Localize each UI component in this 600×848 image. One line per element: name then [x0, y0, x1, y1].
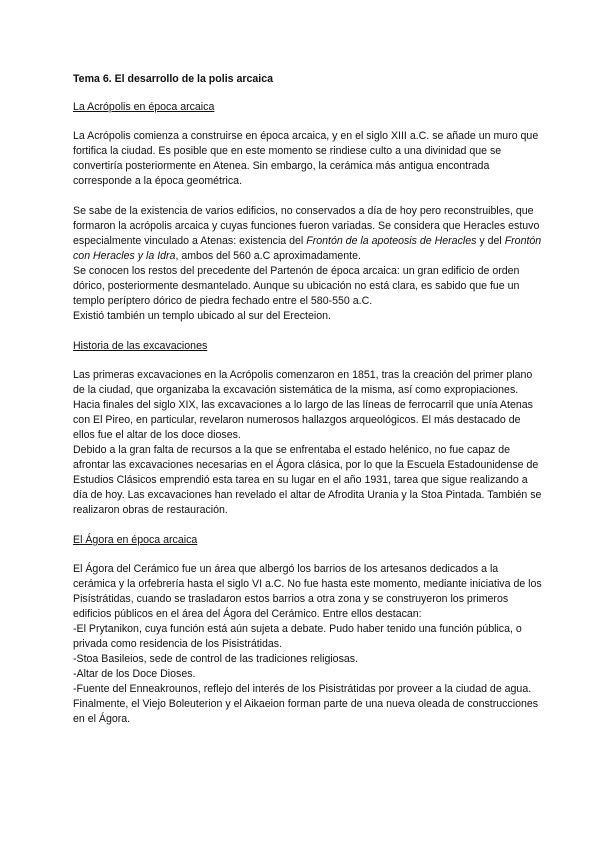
paragraph: La Acrópolis comienza a construirse en época arcaica, y en el siglo XIII a.C. se añade un muro que fortifica la ciudad. Es posible que en este momento se rindiese culto a una divinidad que se convertiría posteriormente en Atenea. Sin embargo, la cerámica más antigua encontrada corresponde a la época geométrica.	[73, 130, 539, 187]
list-item: -Fuente del Enneakrounos, reflejo del interés de los Pisistrátidas por proveer a la ciudad de agua.	[73, 683, 532, 695]
paragraph: Las primeras excavaciones en la Acrópolis comenzaron en 1851, tras la creación del primer plano de la ciudad, que organizaba la excavación sistemática de la misma, así como expropiaciones. Hacia finales del siglo XIX, las excavaciones a lo largo de las líneas de ferrocarril que unía Atenas con El Pireo, en particular, revelaron numerosos hallazgos arqueológicos. El más destacado de ellos fue el altar de los doce dioses.	[73, 369, 533, 441]
paragraph: Debido a la gran falta de recursos a la que se enfrentaba el estado helénico, no fue capaz de afrontar las excavaciones necesarias en el Ágora clásica, por lo que la Escuela Estadounidense de Estudios Clásicos emprendió esta tarea en su lugar en el año 1931, tarea que sigue realizando a día de hoy. Las excavaciones han revelado el altar de Afrodita Urania y la Stoa Pintada. También se realizaron obras de restauración.	[73, 444, 542, 516]
document-title: Tema 6. El desarrollo de la polis arcaica	[73, 73, 273, 85]
section-acropolis	[73, 100, 544, 324]
section-agora	[73, 533, 544, 727]
section-excavaciones	[73, 339, 544, 518]
paragraph: Se conocen los restos del precedente del Partenón de época arcaica: un gran edificio de orden dórico, posteriormente desmantelado. Aunque su ubicación no está clara, es sabido que fue un templo períptero dórico de piedra fechado entre el 580-550 a.C.	[73, 265, 520, 307]
italic-title: Frontón de la apoteosis de Heracles	[306, 235, 477, 247]
section-heading: El Ágora en época arcaica	[73, 534, 198, 546]
list-item: -Altar de los Doce Dioses.	[73, 668, 196, 680]
paragraph: Finalmente, el Viejo Boleuterion y el Aikaeion forman parte de una nueva oleada de construcciones en el Ágora.	[73, 698, 539, 725]
list-item: -El Prytanikon, cuya función está aún sujeta a debate. Pudo haber tenido una función pública, o privada como residencia de los Pisistrátidas.	[73, 623, 522, 650]
paragraph: Se sabe de la existencia de varios edificios, no conservados a día de hoy pero reconstruibles, que formaron la acrópolis arcaica y cuyas funciones fueron variadas. Se considera que Heracles estuvo especialmente vinculado a Atenas: existencia del Frontón de la apoteosis de Heracles y del Frontón con Heracles y la Idra, ambos del 560 a.C aproximadamente.	[73, 205, 542, 262]
paragraph: Existió también un templo ubicado al sur del Erecteion.	[73, 310, 331, 322]
italic-title: Frontón con Heracles y la Idra	[73, 235, 542, 262]
list-item: -Stoa Basileios, sede de control de las tradiciones religiosas.	[73, 653, 359, 665]
section-heading: La Acrópolis en época arcaica	[73, 101, 215, 113]
section-heading: Historia de las excavaciones	[73, 340, 208, 352]
paragraph: El Ágora del Cerámico fue un área que albergó los barrios de los artesanos dedicados a la cerámica y la orfebrería hasta el siglo VI a.C. No fue hasta este momento, mediante iniciativa de los Pisístrátidas, cuando se trasladaron estos barrios a otra zona y se construyeron los primeros edificios públicos en el área del Ágora del Cerámico. Entre ellos destacan:	[73, 563, 542, 620]
